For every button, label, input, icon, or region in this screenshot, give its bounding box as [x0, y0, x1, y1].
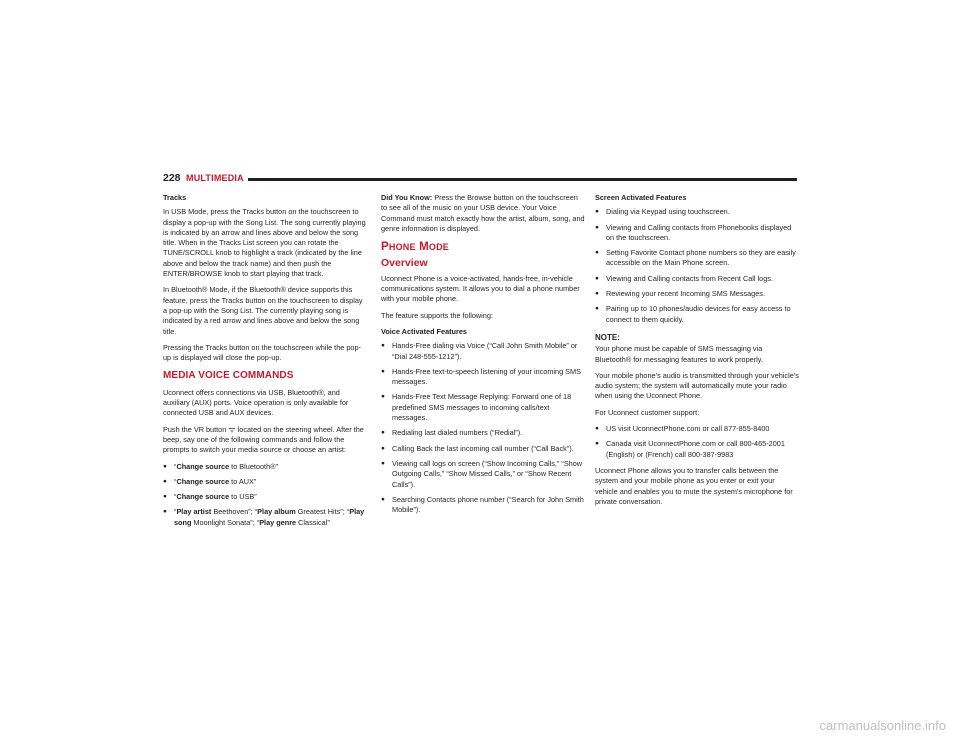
- list-item: ● Hands-Free dialing via Voice (“Call John Smith Mobile” or “Dial 248-555-1212”).: [381, 341, 585, 362]
- command-phrase: Play genre: [259, 517, 297, 527]
- paragraph: Uconnect offers connections via USB, Bluetooth®, and auxiliary (AUX) ports. Voice operation is only available for connected USB and AUX devices.: [163, 387, 349, 418]
- paragraph: Uconnect Phone is a voice-activated, hands-free, in-vehicle communications system. It allows you to dial a phone number with your mobile phone.: [381, 273, 580, 304]
- voice-recognition-icon: ᯤ: [228, 424, 236, 434]
- paragraph: Uconnect Phone allows you to transfer calls between the system and your mobile phone as you enter or exit your vehicle and enables you to mute the system's microphone for private conversation.: [595, 465, 793, 506]
- paragraph: The feature supports the following:: [381, 310, 493, 320]
- note-heading: NOTE:: [595, 332, 620, 342]
- text-run: Classical”: [296, 517, 330, 527]
- section-title: MULTIMEDIA: [186, 172, 244, 183]
- did-you-know: [381, 193, 585, 234]
- paragraph: For Uconnect customer support:: [595, 407, 700, 417]
- text-run: Push the VR button: [163, 424, 229, 434]
- list-item: ● Redialing last dialed numbers (“Redial”).: [381, 428, 585, 438]
- phone-mode-heading: [381, 242, 585, 252]
- column-left: [163, 193, 367, 534]
- column-right: [595, 193, 799, 513]
- voice-activated-features-heading: Voice Activated Features: [381, 326, 467, 336]
- list-item: ● Viewing and Calling contacts from Recent Call logs.: [595, 274, 799, 284]
- text-run: Press the Browse button on the touchscreen to see all of the music on your USB device. Your Voice Command must match exactly how the artist, album, song, and genre information is displayed.: [381, 193, 585, 233]
- list-item: [163, 507, 367, 528]
- command-phrase: Play artist: [176, 507, 212, 517]
- list-item: ● Dialing via Keypad using touchscreen.: [595, 207, 799, 217]
- heading-smallcaps: HONE: [388, 242, 416, 253]
- list-item: [163, 462, 367, 472]
- paragraph: In USB Mode, press the Tracks button on the touchscreen to display a pop-up with the Song List. The song currently playing is indicated by an arrow and lines above and below the song title. When in the Tracks List screen you can rotate the TUNE/SCROLL knob to highlight a track (indicated by the line above and below the track name) and then push the ENTER/BROWSE knob to start playing that track.: [163, 207, 366, 279]
- voice-features-list: [381, 341, 585, 515]
- list-item: ● Viewing call logs on screen (“Show Incoming Calls,” “Show Outgoing Calls,” “Show Missed Calls,” or “Show Recent Calls”).: [381, 459, 585, 490]
- list-item: ● Calling Back the last incoming call number (“Call Back”).: [381, 444, 585, 454]
- header-rule: [248, 178, 797, 181]
- screen-activated-features-heading: Screen Activated Features: [595, 193, 687, 202]
- media-voice-commands-heading: MEDIA VOICE COMMANDS: [163, 370, 294, 382]
- note-text: Your phone must be capable of SMS messaging via Bluetooth® for messaging features to work properly.: [595, 344, 763, 364]
- text-run: to USB”: [229, 492, 257, 502]
- heading-letter: P: [381, 241, 389, 254]
- did-you-know-label: Did You Know:: [381, 193, 433, 202]
- list-item: ● Hands-Free Text Message Replying: Forward one of 18 predefined SMS messages to incoming calls/text messages.: [381, 392, 585, 423]
- paragraph: Your mobile phone’s audio is transmitted through your vehicle’s audio system; the system will automatically mute your radio when using the Uconnect Phone.: [595, 370, 799, 401]
- command-phrase: Change source: [176, 476, 230, 486]
- list-item: ● US visit UconnectPhone.com or call 877-855-8400: [595, 424, 799, 434]
- command-phrase: Play album: [257, 507, 296, 517]
- paragraph: In Bluetooth® Mode, if the Bluetooth® device supports this feature, press the Tracks button on the touchscreen to display a pop-up with the Song List. The currently playing song is indicated by a red arrow and lines above and below the song title.: [163, 285, 363, 336]
- text-run: Greatest Hits”; “: [295, 507, 350, 517]
- quote-mark: “: [174, 476, 177, 486]
- command-phrase: Change source: [176, 492, 230, 502]
- tracks-heading: Tracks: [163, 193, 187, 202]
- page-number: 228: [163, 172, 181, 184]
- command-phrase: Change source: [176, 461, 230, 471]
- text-run: Moonlight Sonata”; “: [191, 517, 260, 527]
- text-run: to Bluetooth®”: [229, 461, 278, 471]
- paragraph: [163, 425, 367, 456]
- support-list: [595, 424, 799, 460]
- heading-letter: M: [419, 241, 429, 254]
- list-item: ● Searching Contacts phone number (“Search for John Smith Mobile”).: [381, 495, 585, 516]
- list-item: ● Canada visit UconnectPhone.com or call 800-465-2001 (English) or (French) call 800-387-9983: [595, 439, 799, 460]
- list-item: ● Hands-Free text-to-speech listening of your incoming SMS messages.: [381, 367, 585, 388]
- list-item: ● Viewing and Calling contacts from Phonebooks displayed on the touchscreen.: [595, 223, 799, 244]
- page-header: [163, 172, 797, 186]
- overview-heading: Overview: [381, 257, 428, 270]
- list-item: ● Setting Favorite Contact phone numbers so they are easily accessible on the Main Phone screen.: [595, 248, 799, 269]
- heading-smallcaps: ODE: [428, 242, 449, 253]
- watermark: carmanualsonline.info: [819, 718, 946, 733]
- list-item: ● Pairing up to 10 phones/audio devices for easy access to connect to them quickly.: [595, 304, 799, 325]
- text-run: to AUX”: [229, 476, 257, 486]
- quote-mark: “: [174, 507, 177, 517]
- text-run: located on the steering wheel. After the beep, say one of the following commands and follow the prompts to switch your media source or choose an artist:: [163, 424, 364, 455]
- paragraph: Pressing the Tracks button on the touchscreen while the pop-up is displayed will close the pop-up.: [163, 342, 361, 363]
- quote-mark: “: [174, 461, 177, 471]
- quote-mark: “: [174, 492, 177, 502]
- list-item: [163, 477, 367, 487]
- voice-command-list: [163, 462, 367, 528]
- list-item: [163, 492, 367, 502]
- screen-features-list: [595, 207, 799, 325]
- list-item: ● Reviewing your recent Incoming SMS Messages.: [595, 289, 799, 299]
- column-middle: [381, 193, 585, 521]
- text-run: Beethoven”; “: [211, 507, 258, 517]
- command-phrase: Play song: [174, 507, 365, 527]
